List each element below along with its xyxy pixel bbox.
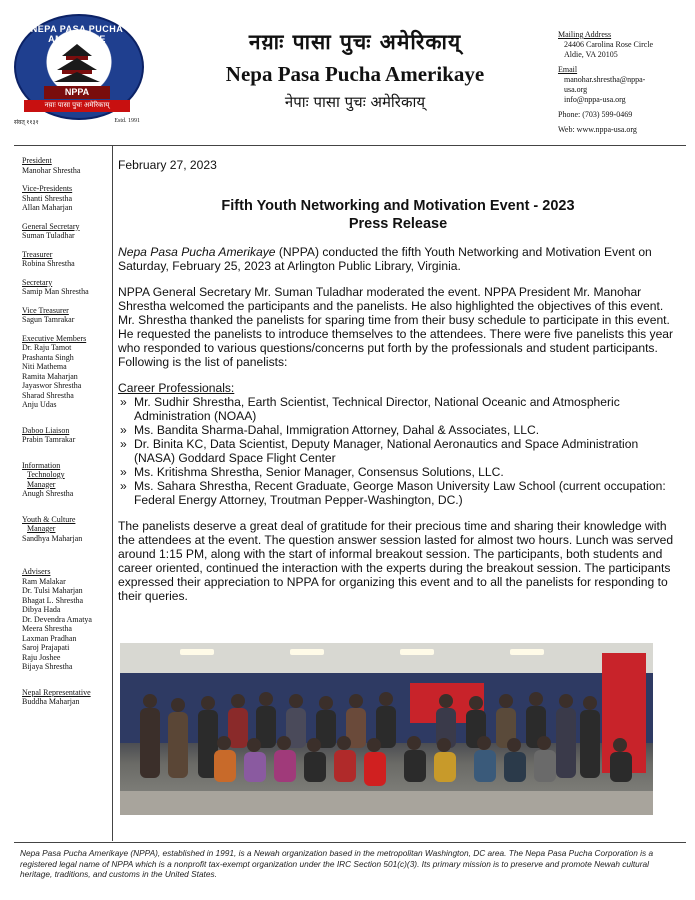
group-photo [120,643,653,815]
sidebar-group-treasurer [22,250,110,269]
sidebar-name: Raju Joshee [22,652,61,662]
bullet-icon: » [120,479,127,493]
header-divider [14,145,686,146]
bullet-icon: » [120,465,127,479]
sidebar-name: Shanti Shrestha [22,193,72,203]
panelist-text: Mr. Sudhir Shrestha, Earth Scientist, Technical Director, National Oceanic and Atmospheric Administration (NOAA) [134,395,620,423]
sidebar-group-daboo-liaison [22,426,110,445]
sidebar-group-secretary [22,278,110,297]
sidebar-heading: Vice-Presidents [22,184,73,193]
title-devanagari: नेपाः पासा पुचः अमेरिकाय् [284,93,426,111]
sidebar-divider [112,146,113,841]
paragraph-closing: The panelists deserve a great deal of gratitude for their precious time and sharing their knowledge with the attendees at the event. The question answer session lasted for almost two hours. Lunch was served around 1:15 PM, along with the start of informal breakout session. The participants, both students and career oriented, continued the interaction with the experts during the breakout session. The participants expressed their appreciation to NPPA for organizing this event and to all the panelists for responding to their queries. [118,519,674,603]
sidebar-group-executive-members [22,334,110,410]
title-newa-script: नय़ाः पासा पुचः अमेरिकाय् [248,29,462,54]
sidebar-group-it-manager [22,461,110,499]
panelist-text: Ms. Kritishma Shrestha, Senior Manager, Consensus Solutions, LLC. [134,465,504,479]
email-1-line1[interactable]: manohar.shrestha@nppa- [564,75,646,84]
sidebar-heading: Technology [27,470,65,479]
sidebar-heading: Vice Treasurer [22,305,69,315]
sidebar-heading: Treasurer [22,249,53,259]
sidebar-heading: Secretary [22,277,53,287]
panelist-text: Ms. Bandita Sharma-Dahal, Immigration Attorney, Dahal & Associates, LLC. [134,423,540,437]
paragraph-intro [118,245,678,273]
career-professionals-heading: Career Professionals: [118,381,235,395]
crowd-silhouettes [120,643,653,815]
sidebar-name: Buddha Maharjan [22,697,80,706]
sidebar-group-vice-treasurer [22,306,110,325]
sidebar-name: Sandhya Maharjan [22,533,83,543]
logo-samvat: संवत् ११३१ [14,120,39,126]
sidebar-name: Dr. Raju Tamot [22,343,72,352]
sidebar-heading: Executive Members [22,333,87,343]
sidebar-name: Manohar Shrestha [22,165,81,175]
list-item [118,465,678,479]
sidebar-name: Laxman Pradhan [22,633,77,643]
list-item [118,479,678,507]
officers-sidebar [22,156,110,716]
nppa-logo [14,14,140,126]
event-title: Fifth Youth Networking and Motivation Event - 2023 [221,198,575,214]
org-name-italic: Nepa Pasa Pucha Amerikaye [118,245,276,259]
sidebar-name: Prashanta Singh [22,352,74,362]
logo-subtext [14,118,140,126]
logo-ring-text: NEPA PASA PUCHA AMERIKAYE [30,24,124,44]
panelist-text: Dr. Binita KC, Data Scientist, Deputy Manager, National Aeronautics and Space Administration (NASA) Goddard Space Flight Center [134,437,639,465]
sidebar-name: Robina Shrestha [22,259,75,268]
sidebar-name: Anugh Shrestha [22,489,74,498]
sidebar-heading: Nepal Representative [22,687,91,697]
mailing-address-line1: 24406 Carolina Rose Circle [564,40,654,49]
sidebar-group-general-secretary [22,222,110,241]
sidebar-name: Dr. Tulsi Maharjan [22,586,83,595]
sidebar-name: Dibya Hada [22,605,61,614]
list-item [118,395,678,423]
sidebar-name: Meera Shrestha [22,624,72,633]
sidebar-name: Prabin Tamrakar [22,435,76,444]
sidebar-name: Ram Malakar [22,576,66,586]
mailing-address-label: Mailing Address [558,30,612,39]
footer-note: Nepa Pasa Pucha Amerikaye (NPPA), established in 1991, is a Newah organization based in the metropolitan Washington, DC area. The Nepa Pasa Pucha Corporation is a registered legal name of NPPA which is a nonprofit tax-exempt organization under the IRC Section 501(c)(3). Its primary mission is to preserve and promote Newah cultural heritage, traditions, and customs in the United States. [20,848,654,879]
mailing-address-line2: Aldie, VA 20105 [564,50,618,59]
sidebar-name: Sagun Tamrakar [22,315,75,324]
bullet-icon: » [120,423,127,437]
sidebar-group-president [22,156,110,175]
sidebar-group-nepal-representative [22,688,110,707]
paragraph-intro-text: (NPPA) conducted the fifth Youth Networking and Motivation Event on Saturday, February 25, 2023 at Arlington Public Library, Virginia. [118,245,652,273]
pagoda-icon [52,42,102,84]
sidebar-name: Bijaya Shrestha [22,662,73,671]
sidebar-name: Allan Maharjan [22,203,73,212]
bullet-icon: » [120,395,127,409]
email-2[interactable]: info@nppa-usa.org [564,95,626,104]
footer-divider [14,842,686,843]
paragraph-event-details: NPPA General Secretary Mr. Suman Tuladhar moderated the event. NPPA President Mr. Manohar Shrestha welcomed the participants and the panelists. He also highlighted the objectives of this event. Mr. Shrestha thanked the panelists for sparing time from their busy schedule to participate in this event. He requested the panelists to introduce themselves to the attendees. There were five panelists this year who responded to various questions/concerns put forth by the professionals and student participants. Following is the list of panelists: [118,285,674,369]
sidebar-group-advisers [22,567,110,672]
sidebar-name: Sharad Shrestha [22,390,74,400]
logo-established: Estd. 1991 [114,118,140,124]
sidebar-heading: Manager [27,524,56,533]
sidebar-name: Samip Man Shrestha [22,287,89,296]
sidebar-heading: Information [22,460,61,470]
panelist-text: Ms. Sahara Shrestha, Recent Graduate, George Mason University Law School (current occupation: Federal Energy Attorney, Troutman Pepper-Washington, DC.) [134,479,666,507]
sidebar-name: Niti Mathema [22,362,67,371]
sidebar-heading: President [22,156,52,165]
sidebar-name: Jayaswor Shrestha [22,381,82,390]
list-item [118,423,678,437]
phone: Phone: (703) 599-0469 [558,110,633,119]
press-release-label: Press Release [348,215,448,232]
sidebar-name: Suman Tuladhar [22,231,75,240]
list-item [118,437,678,465]
sidebar-heading: Daboo Liaison [22,425,70,435]
sidebar-name: Bhagat L. Shrestha [22,595,84,605]
sidebar-name: Saroj Prajapati [22,643,70,652]
sidebar-heading: Advisers [22,567,51,576]
website[interactable]: Web: www.nppa-usa.org [558,125,637,134]
sidebar-name: Dr. Devendra Amatya [22,614,92,624]
title-english: Nepa Pasa Pucha Amerikaye [225,62,485,86]
email-1-line2[interactable]: usa.org [564,85,588,94]
contact-block [558,30,690,135]
logo-band-text: नय़ाः पासा पुचः अमेरिकाय् [24,100,130,112]
email-label: Email [558,65,578,74]
sidebar-name: Anju Udas [22,400,57,409]
letter-date: February 27, 2023 [118,158,217,172]
press-release-body [118,158,678,615]
panelist-list [118,395,678,507]
sidebar-heading: Youth & Culture [22,514,76,524]
press-release-heading [118,198,678,233]
sidebar-name: Ramita Maharjan [22,371,78,381]
logo-acronym: NPPA [44,86,110,99]
sidebar-group-youth-culture [22,515,110,544]
bullet-icon: » [120,437,127,451]
sidebar-heading: Manager [27,479,56,489]
sidebar-heading: General Secretary [22,221,80,231]
organization-title [190,28,520,112]
sidebar-group-vice-presidents [22,184,110,213]
